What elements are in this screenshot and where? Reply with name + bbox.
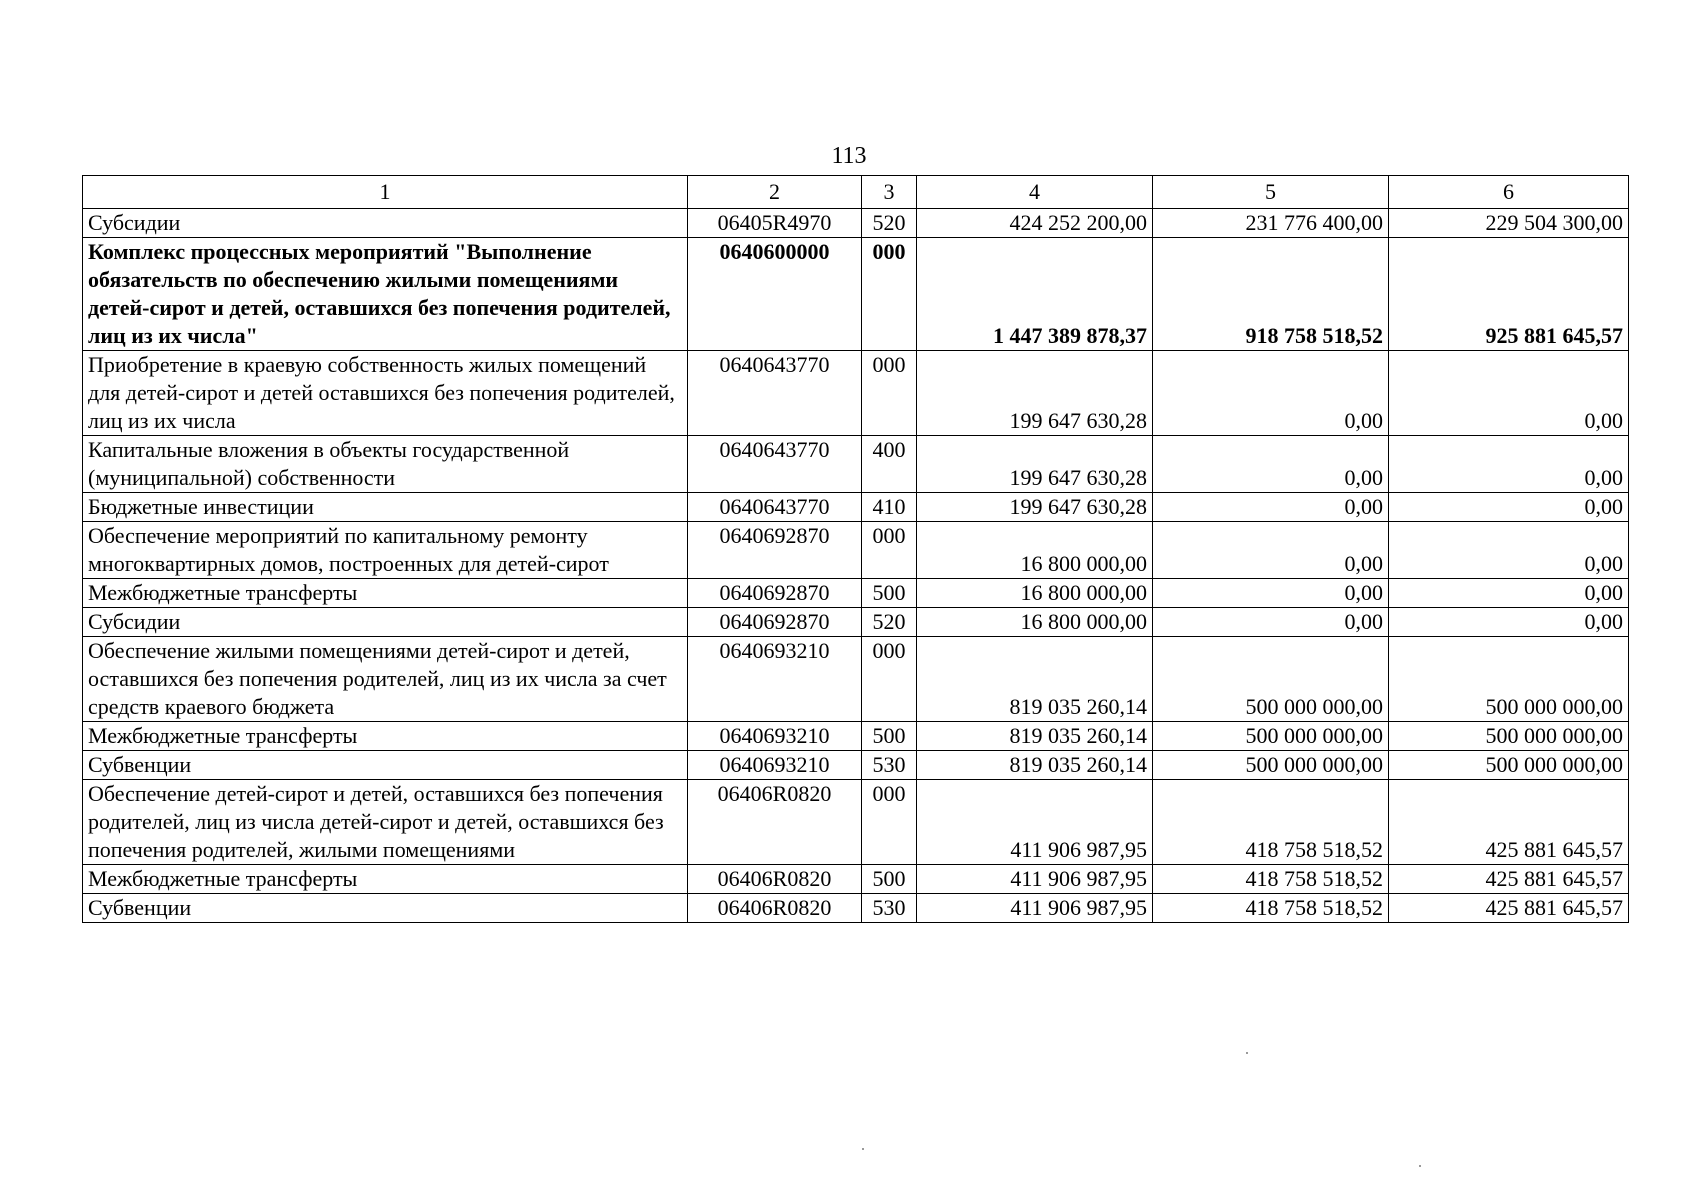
row-amount-col5: 0,00 <box>1153 579 1389 608</box>
row-kind: 000 <box>862 780 917 865</box>
row-amount-col6: 925 881 645,57 <box>1389 238 1629 351</box>
row-kind: 000 <box>862 238 917 351</box>
row-amount-col6: 500 000 000,00 <box>1389 751 1629 780</box>
row-name: Межбюджетные трансферты <box>83 865 688 894</box>
column-header: 2 <box>688 176 862 209</box>
table-body <box>83 209 1629 923</box>
table-row <box>83 238 1629 351</box>
row-amount-col5: 0,00 <box>1153 436 1389 493</box>
row-name: Приобретение в краевую собственность жилых помещений для детей-сирот и детей оставшихся без попечения родителей, лиц из их числа <box>83 351 688 436</box>
row-amount-col6: 0,00 <box>1389 522 1629 579</box>
row-amount-col5: 0,00 <box>1153 522 1389 579</box>
column-header: 4 <box>917 176 1153 209</box>
budget-table <box>82 175 1629 923</box>
row-amount-col6: 0,00 <box>1389 493 1629 522</box>
row-kind: 000 <box>862 522 917 579</box>
row-code: 06406R0820 <box>688 894 862 923</box>
table-row <box>83 637 1629 722</box>
row-kind: 410 <box>862 493 917 522</box>
row-amount-col5: 418 758 518,52 <box>1153 780 1389 865</box>
row-amount-col6: 500 000 000,00 <box>1389 637 1629 722</box>
row-code: 0640692870 <box>688 579 862 608</box>
page-number: 113 <box>831 143 867 169</box>
row-name: Бюджетные инвестиции <box>83 493 688 522</box>
row-code: 06405R4970 <box>688 209 862 238</box>
column-header: 3 <box>862 176 917 209</box>
row-amount-col5: 918 758 518,52 <box>1153 238 1389 351</box>
row-amount-col6: 425 881 645,57 <box>1389 894 1629 923</box>
table-row <box>83 894 1629 923</box>
row-code: 0640643770 <box>688 436 862 493</box>
row-code: 06406R0820 <box>688 780 862 865</box>
column-header: 1 <box>83 176 688 209</box>
row-name: Субсидии <box>83 209 688 238</box>
row-name: Субвенции <box>83 751 688 780</box>
row-kind: 500 <box>862 722 917 751</box>
row-amount-col5: 500 000 000,00 <box>1153 722 1389 751</box>
row-amount-col4: 16 800 000,00 <box>917 579 1153 608</box>
row-kind: 500 <box>862 579 917 608</box>
row-amount-col5: 0,00 <box>1153 351 1389 436</box>
row-amount-col4: 411 906 987,95 <box>917 865 1153 894</box>
row-amount-col4: 199 647 630,28 <box>917 436 1153 493</box>
row-kind: 530 <box>862 751 917 780</box>
row-amount-col4: 819 035 260,14 <box>917 637 1153 722</box>
table-row <box>83 493 1629 522</box>
row-amount-col6: 500 000 000,00 <box>1389 722 1629 751</box>
row-amount-col6: 229 504 300,00 <box>1389 209 1629 238</box>
row-name: Капитальные вложения в объекты государственной (муниципальной) собственности <box>83 436 688 493</box>
row-amount-col5: 418 758 518,52 <box>1153 865 1389 894</box>
table-row <box>83 865 1629 894</box>
row-code: 0640692870 <box>688 522 862 579</box>
table-row <box>83 751 1629 780</box>
column-header: 6 <box>1389 176 1629 209</box>
row-code: 0640693210 <box>688 722 862 751</box>
row-amount-col6: 425 881 645,57 <box>1389 865 1629 894</box>
row-amount-col4: 199 647 630,28 <box>917 351 1153 436</box>
row-code: 0640600000 <box>688 238 862 351</box>
row-kind: 530 <box>862 894 917 923</box>
row-amount-col4: 819 035 260,14 <box>917 751 1153 780</box>
row-amount-col6: 0,00 <box>1389 351 1629 436</box>
row-name: Межбюджетные трансферты <box>83 579 688 608</box>
table-header-row <box>83 176 1629 209</box>
row-amount-col4: 411 906 987,95 <box>917 894 1153 923</box>
row-amount-col5: 418 758 518,52 <box>1153 894 1389 923</box>
table-row <box>83 522 1629 579</box>
row-name: Обеспечение жилыми помещениями детей-сирот и детей, оставшихся без попечения родителей, лиц из их числа за счет средств краевого бюджета <box>83 637 688 722</box>
row-kind: 520 <box>862 209 917 238</box>
row-name: Субвенции <box>83 894 688 923</box>
row-amount-col6: 425 881 645,57 <box>1389 780 1629 865</box>
table-row <box>83 722 1629 751</box>
row-amount-col4: 819 035 260,14 <box>917 722 1153 751</box>
row-code: 0640643770 <box>688 351 862 436</box>
row-amount-col6: 0,00 <box>1389 436 1629 493</box>
table-row <box>83 579 1629 608</box>
row-kind: 000 <box>862 637 917 722</box>
row-name: Межбюджетные трансферты <box>83 722 688 751</box>
row-amount-col4: 1 447 389 878,37 <box>917 238 1153 351</box>
column-header: 5 <box>1153 176 1389 209</box>
table-row <box>83 351 1629 436</box>
row-code: 0640693210 <box>688 637 862 722</box>
row-amount-col4: 16 800 000,00 <box>917 522 1153 579</box>
row-kind: 500 <box>862 865 917 894</box>
row-amount-col5: 500 000 000,00 <box>1153 751 1389 780</box>
row-amount-col5: 500 000 000,00 <box>1153 637 1389 722</box>
row-amount-col4: 424 252 200,00 <box>917 209 1153 238</box>
row-code: 0640693210 <box>688 751 862 780</box>
row-name: Обеспечение мероприятий по капитальному ремонту многоквартирных домов, построенных для детей-сирот <box>83 522 688 579</box>
row-kind: 520 <box>862 608 917 637</box>
table-row <box>83 608 1629 637</box>
table-row <box>83 436 1629 493</box>
row-name: Обеспечение детей-сирот и детей, оставшихся без попечения родителей, лиц из числа детей-сирот и детей, оставшихся без попечения родителей, жилыми помещениями <box>83 780 688 865</box>
row-name: Комплекс процессных мероприятий "Выполнение обязательств по обеспечению жилыми помещениями детей-сирот и детей, оставшихся без попечения родителей, лиц из их числа" <box>83 238 688 351</box>
row-amount-col4: 199 647 630,28 <box>917 493 1153 522</box>
row-kind: 400 <box>862 436 917 493</box>
row-name: Субсидии <box>83 608 688 637</box>
row-amount-col4: 411 906 987,95 <box>917 780 1153 865</box>
row-amount-col5: 0,00 <box>1153 608 1389 637</box>
row-code: 06406R0820 <box>688 865 862 894</box>
row-kind: 000 <box>862 351 917 436</box>
table-row <box>83 780 1629 865</box>
row-amount-col5: 231 776 400,00 <box>1153 209 1389 238</box>
table-row <box>83 209 1629 238</box>
row-amount-col4: 16 800 000,00 <box>917 608 1153 637</box>
row-amount-col6: 0,00 <box>1389 579 1629 608</box>
row-code: 0640643770 <box>688 493 862 522</box>
scan-artifact <box>862 1148 864 1150</box>
scan-artifact <box>1246 1052 1248 1054</box>
row-code: 0640692870 <box>688 608 862 637</box>
row-amount-col5: 0,00 <box>1153 493 1389 522</box>
row-amount-col6: 0,00 <box>1389 608 1629 637</box>
scan-artifact <box>1419 1165 1421 1167</box>
